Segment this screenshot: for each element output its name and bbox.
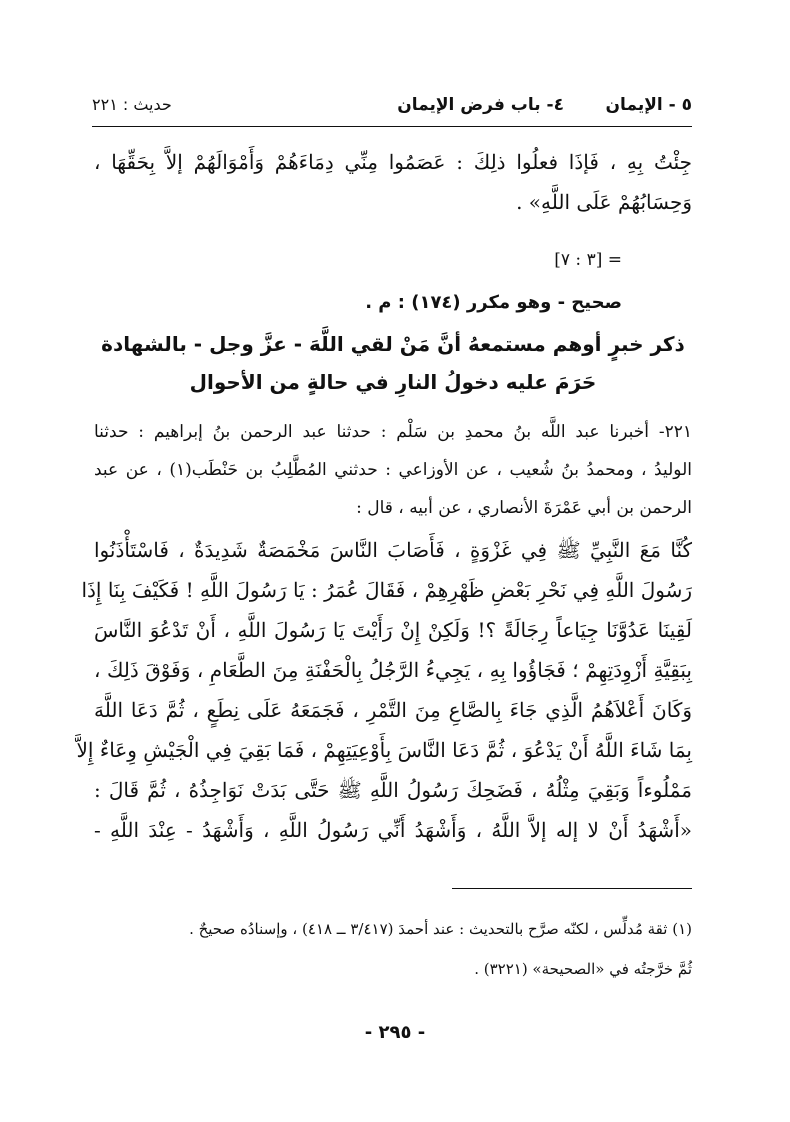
footnote-rule (452, 888, 692, 889)
footnote-line: ثُمَّ خرَّجتُه في «الصحيحة» (٣٢٢١) . (474, 960, 692, 978)
matn-line: وَكَانَ أَعْلاَهُمُ الَّذِي جَاءَ بِالصَّاعِ مِنَ التَّمْرِ ، فَجَمَعَهُ عَلَى نِطَعٍ ، ثُمَّ دَعَا اللَّهَ (94, 698, 692, 722)
isnad-line: ٢٢١- أخبرنا عبد اللَّه بنُ محمدِ بن سَلْم : حدثنا عبد الرحمن بنُ إبراهيم : حدثنا (94, 422, 692, 442)
isnad-line: الرحمن بن أبي عَمْرَةَ الأنصاري ، عن أبيه ، قال : (356, 498, 692, 518)
matn-line: بِمَا شَاءَ اللَّهُ أَنْ يَدْعُوَ ، ثُمَّ دَعَا النَّاسَ بِأَوْعِيَتِهِمْ ، فَمَا بَقِيَ فِي الْجَيْشِ وِعَاءٌ إِلاَّ (76, 738, 692, 762)
cross-reference: = [٣ : ٧] (554, 250, 622, 270)
matn-line: بِبَقِيَّةِ أَزْوِدَتِهِمْ ؛ فَجَاؤُوا بِهِ ، يَجِيءُ الرَّجُلُ بِالْحَفْنَةِ مِنَ الطَّعَامِ ، وَفَوْقَ ذَلِكَ ، (94, 658, 692, 682)
text-line: وَحِسَابُهُمْ عَلَى اللَّهِ» . (516, 190, 692, 214)
header-section: ٤- باب فرض الإيمان (397, 95, 564, 115)
chapter-heading-line-2: حَرَمَ عليه دخولُ النارِ في حالةٍ من الأحوال (189, 370, 597, 394)
header-hadith-ref: حديث : ٢٢١ (92, 95, 172, 114)
page-number: - ٢٩٥ - (364, 1022, 426, 1043)
text-line: جِئْتُ بِهِ ، فَإذَا فعلُوا ذلِكَ : عَصَمُوا مِنِّي دِمَاءَهُمْ وَأَمْوَالَهُمْ إلاَّ بِحَقِّهَا ، (94, 150, 692, 174)
isnad-line: الوليدُ ، ومحمدُ بنُ شُعيب ، عن الأوزاعي : حدثني المُطَّلِبُ بن حَنْطَب(١) ، عن عبد (94, 460, 692, 480)
header-chapter: ٥ - الإيمان (605, 95, 692, 115)
header-rule (92, 126, 692, 127)
matn-line: كُنَّا مَعَ النَّبِيِّ ﷺ فِي غَزْوَةٍ ، فَأَصَابَ النَّاسَ مَخْمَصَةٌ شَدِيدَةٌ ، فَاسْتَأْذَنُوا (94, 538, 692, 562)
matn-line: «أَشْهَدُ أَنْ لا إله إلاَّ اللَّهُ ، وَأَشْهَدُ أَنِّي رَسُولُ اللَّهِ ، وَأَشْهَدُ - عِنْدَ اللَّهِ - (94, 818, 692, 842)
matn-line: لَقِينَا عَدُوَّنَا جِيَاعاً رِجَالَةً ؟! وَلَكِنْ إِنْ رَأَيْتَ يَا رَسُولَ اللَّهِ ، أَنْ تَدْعُوَ النَّاسَ (94, 618, 692, 642)
matn-line: رَسُولَ اللَّهِ فِي نَحْرِ بَعْضِ ظَهْرِهِمْ ، فَقَالَ عُمَرُ : يَا رَسُولَ اللَّهِ ! فَكَيْفَ بِنَا إِذَا (81, 578, 692, 602)
matn-line: مَمْلُوءاً وَبَقِيَ مِثْلُهُ ، فَضَحِكَ رَسُولُ اللَّهِ ﷺ حَتَّى بَدَتْ نَوَاجِذُهُ ، ثُمَّ قَالَ : (94, 778, 692, 802)
footnote-line: (١) ثقة مُدلِّس ، لكنّه صرَّح بالتحديث : عند أحمدَ (٣/٤١٧ ــ ٤١٨) ، وإسنادُه صحيحٌ . (189, 920, 692, 938)
chapter-heading-line-1: ذكر خبرٍ أوهم مستمعهُ أنَّ مَنْ لقي اللَّهَ - عزَّ وجل - بالشهادة (101, 332, 685, 356)
grading-note: صحيح - وهو مكرر (١٧٤) : م . (365, 292, 622, 313)
running-header (92, 95, 692, 125)
